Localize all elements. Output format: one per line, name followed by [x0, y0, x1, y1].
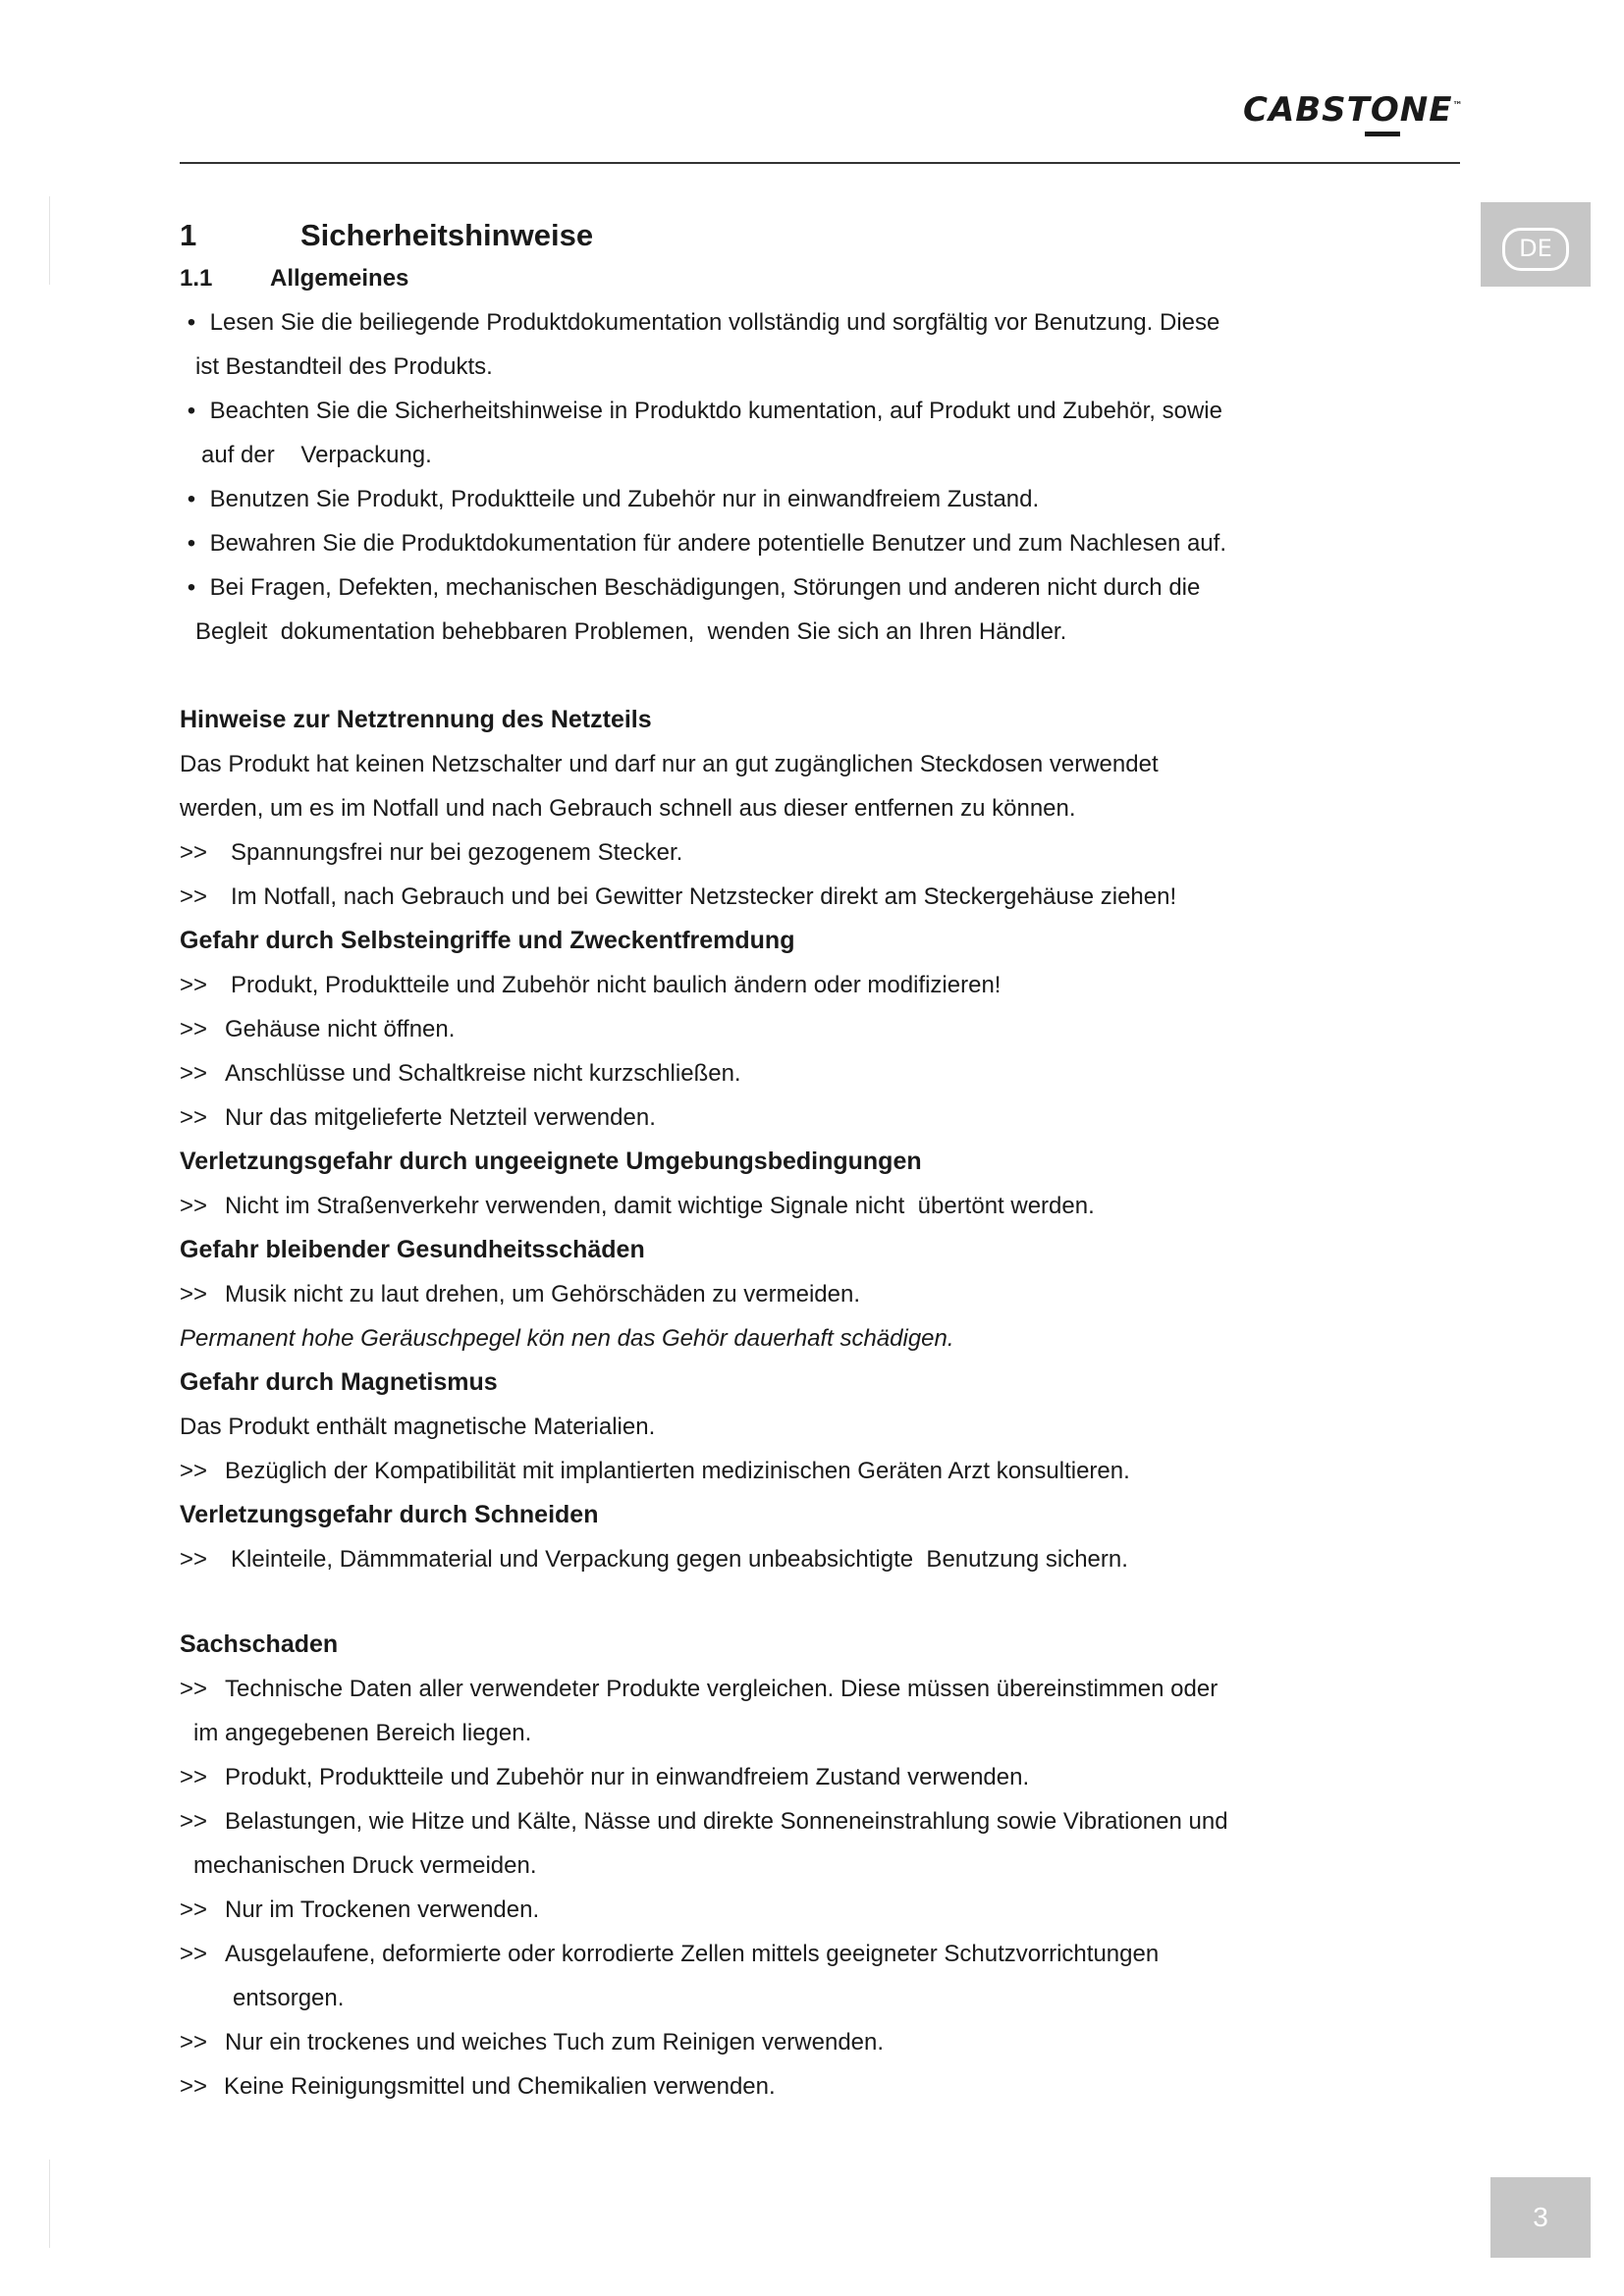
bullet-item: • Lesen Sie die beiliegende Produktdokumentation vollständig und sorgfältig vor Benutzung. Diese [180, 300, 1378, 345]
instruction-item: >> Nicht im Straßenverkehr verwenden, damit wichtige Signale nicht übertönt werden. [180, 1184, 1378, 1228]
section-title: Sicherheitshinweise [300, 218, 594, 252]
instruction-marker: >> [180, 1808, 208, 1835]
bullet-item: • Bewahren Sie die Produktdokumentation für andere potentielle Benutzer und zum Nachlesen auf. [180, 521, 1378, 565]
bullet-item: • Benutzen Sie Produkt, Produktteile und Zubehör nur in einwandfreiem Zustand. [180, 477, 1378, 521]
instruction-marker: >> [180, 1281, 208, 1308]
instruction-marker: >> [180, 1676, 208, 1702]
bullet-continuation: auf der Verpackung. [201, 442, 432, 468]
instruction-item: >> Gehäuse nicht öffnen. [180, 1007, 1378, 1051]
bullet-icon: • [187, 398, 196, 424]
brand-logo [1243, 90, 1463, 130]
netz-heading: Hinweise zur Netztrennung des Netzteils [180, 706, 652, 733]
trademark-symbol: ™ [1452, 100, 1464, 112]
logo-underline [1365, 132, 1400, 136]
instruction-item: >> Keine Reinigungsmittel und Chemikalien verwenden. [180, 2064, 1378, 2109]
instruction-marker: >> [180, 2029, 208, 2056]
instruction-marker: >> [180, 972, 208, 998]
instruction-item: >> Kleinteile, Dämmmaterial und Verpackung gegen unbeabsichtigte Benutzung sichern. [180, 1537, 1378, 1581]
bullet-icon: • [187, 309, 196, 336]
instruction-item: >> Produkt, Produktteile und Zubehör nur in einwandfreiem Zustand verwenden. [180, 1755, 1378, 1799]
instruction-item: >> Anschlüsse und Schaltkreise nicht kurzschließen. [180, 1051, 1378, 1095]
instruction-continuation: entsorgen. [233, 1985, 345, 2011]
instruction-item: >> Bezüglich der Kompatibilität mit implantierten medizinischen Geräten Arzt konsultieren. [180, 1449, 1378, 1493]
language-tab [1481, 202, 1591, 287]
instruction-item: >> Belastungen, wie Hitze und Kälte, Nässe und direkte Sonneneinstrahlung sowie Vibrationen und [180, 1799, 1378, 1843]
bullet-icon: • [187, 530, 196, 557]
instruction-item: >> Im Notfall, nach Gebrauch und bei Gewitter Netzstecker direkt am Steckergehäuse ziehen! [180, 875, 1378, 919]
instruction-marker: >> [180, 839, 208, 866]
instruction-item: >> Musik nicht zu laut drehen, um Gehörschäden zu vermeiden. [180, 1272, 1378, 1316]
instruction-marker: >> [180, 1016, 208, 1042]
margin-mark-bottom [49, 2160, 50, 2248]
section-number: 1 [180, 218, 197, 252]
brand-name: CABSTONE [1243, 90, 1453, 130]
gesundheit-heading: Gefahr bleibender Gesundheitsschäden [180, 1236, 645, 1263]
instruction-marker: >> [180, 1060, 208, 1087]
paragraph-line: Das Produkt enthält magnetische Materialien. [180, 1414, 656, 1440]
warning-note: Permanent hohe Geräuschpegel kön nen das Gehör dauerhaft schädigen. [180, 1325, 954, 1352]
instruction-marker: >> [180, 1546, 208, 1573]
instruction-marker: >> [180, 1896, 208, 1923]
bullet-item: • Beachten Sie die Sicherheitshinweise in Produktdo kumentation, auf Produkt und Zubehör, sowie [180, 389, 1378, 433]
header-rule [180, 162, 1460, 164]
margin-mark-top [49, 196, 50, 285]
instruction-item: >> Nur das mitgelieferte Netzteil verwenden. [180, 1095, 1378, 1140]
bullet-icon: • [187, 486, 196, 512]
subsection-title: Allgemeines [270, 265, 409, 292]
instruction-item: >> Ausgelaufene, deformierte oder korrodierte Zellen mittels geeigneter Schutzvorrichtungen [180, 1932, 1378, 1976]
schneiden-heading: Verletzungsgefahr durch Schneiden [180, 1501, 599, 1528]
bullet-icon: • [187, 574, 196, 601]
page-number: 3 [1490, 2177, 1591, 2258]
instruction-continuation: im angegebenen Bereich liegen. [193, 1720, 532, 1746]
bullet-continuation: Begleit dokumentation behebbaren Problemen, wenden Sie sich an Ihren Händler. [195, 618, 1067, 645]
instruction-marker: >> [180, 1764, 208, 1790]
magnet-heading: Gefahr durch Magnetismus [180, 1368, 498, 1396]
instruction-item: >> Nur im Trockenen verwenden. [180, 1888, 1378, 1932]
document-body [180, 214, 1378, 2109]
language-badge: DE [1502, 228, 1569, 271]
instruction-marker: >> [180, 1193, 208, 1219]
instruction-marker: >> [180, 883, 208, 910]
instruction-continuation: mechanischen Druck vermeiden. [193, 1852, 537, 1879]
selbst-heading: Gefahr durch Selbsteingriffe und Zweckentfremdung [180, 927, 795, 954]
paragraph-line: werden, um es im Notfall und nach Gebrauch schnell aus dieser entfernen zu können. [180, 795, 1076, 822]
umgebung-heading: Verletzungsgefahr durch ungeeignete Umgebungsbedingungen [180, 1148, 922, 1175]
instruction-item: >> Spannungsfrei nur bei gezogenem Stecker. [180, 830, 1378, 875]
paragraph-line: Das Produkt hat keinen Netzschalter und darf nur an gut zugänglichen Steckdosen verwendet [180, 751, 1159, 777]
instruction-marker: >> [180, 1941, 208, 1967]
bullet-item: • Bei Fragen, Defekten, mechanischen Beschädigungen, Störungen und anderen nicht durch die [180, 565, 1378, 610]
bullet-continuation: ist Bestandteil des Produkts. [195, 353, 493, 380]
sachschaden-heading: Sachschaden [180, 1630, 339, 1658]
instruction-marker: >> [180, 1104, 208, 1131]
subsection-number: 1.1 [180, 265, 213, 292]
instruction-marker: >> [180, 1458, 208, 1484]
instruction-item: >> Nur ein trockenes und weiches Tuch zum Reinigen verwenden. [180, 2020, 1378, 2064]
subsection-heading [180, 257, 1378, 300]
section-heading [180, 214, 1378, 257]
instruction-marker: >> [180, 2073, 208, 2100]
instruction-item: >> Technische Daten aller verwendeter Produkte vergleichen. Diese müssen übereinstimmen oder [180, 1667, 1378, 1711]
instruction-item: >> Produkt, Produktteile und Zubehör nicht baulich ändern oder modifizieren! [180, 963, 1378, 1007]
